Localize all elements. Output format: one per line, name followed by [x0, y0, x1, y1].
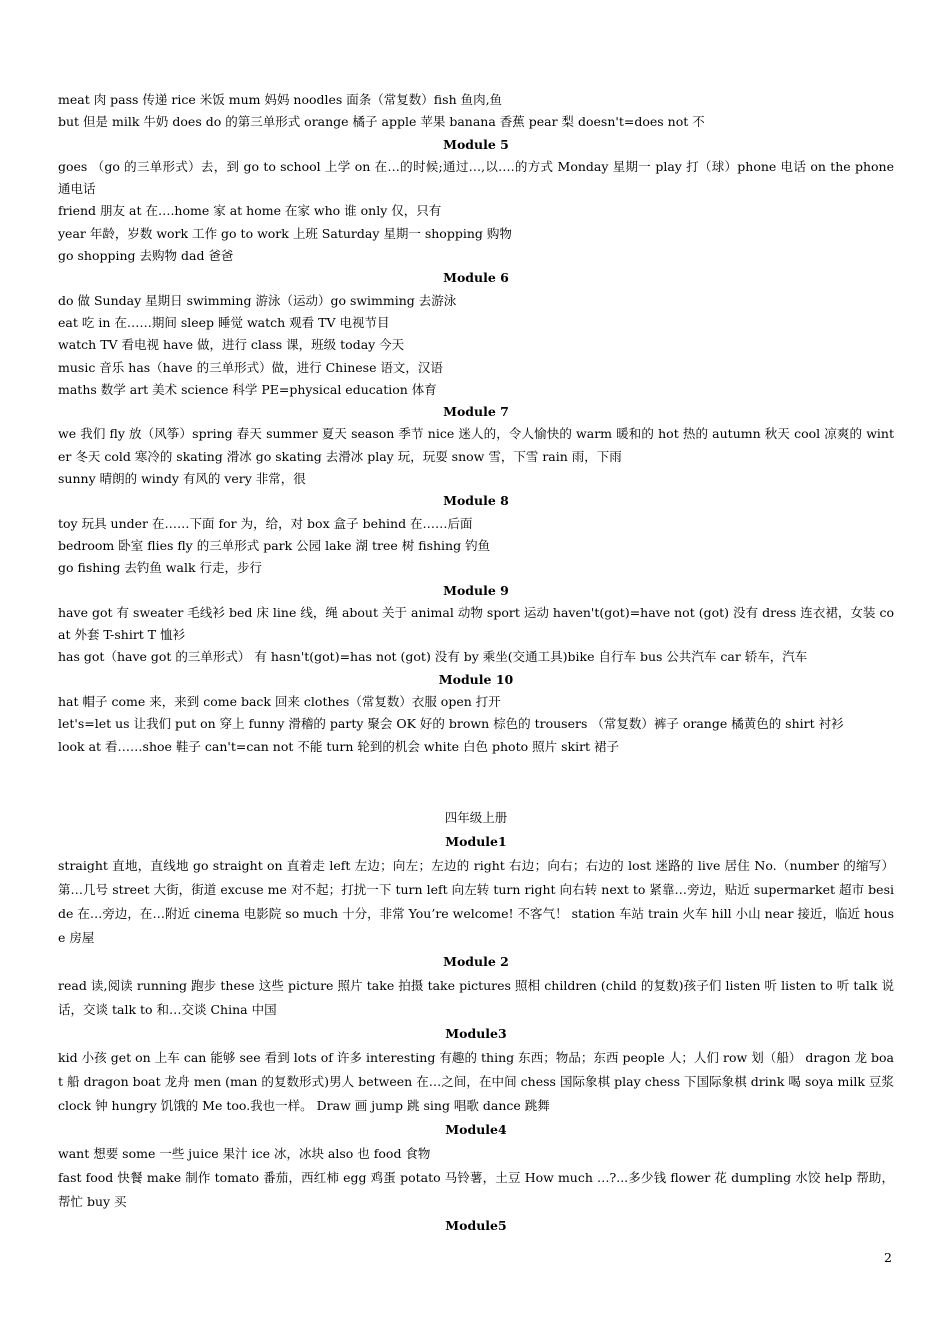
- vocabulary-line: go fishing 去钓鱼 walk 行走，步行: [58, 560, 262, 576]
- vocabulary-line: but 但是 milk 牛奶 does do 的第三单形式 orange 橘子 apple 苹果 banana 香蕉 pear 梨 doesn't=does not 不: [58, 114, 705, 130]
- grade-title: 四年级上册: [444, 809, 508, 825]
- vocabulary-line: music 音乐 has（have 的三单形式）做，进行 Chinese 语文，汉语: [58, 359, 443, 375]
- vocabulary-line: look at 看……shoe 鞋子 can't=can not 不能 turn 轮到的机会 white 白色 photo 照片 skirt 裙子: [58, 738, 620, 754]
- vocabulary-line: kid 小孩 get on 上车 can 能够 see 看到 lots of 许多 interesting 有趣的 thing 东西；物品；东西 people 人；人们 row 划（船） dragon 龙 boat 船 dragon boat 龙舟 men (man 的复数形式)男人 between 在…之间，在中间 chess 国际象棋 play chess 下国际象棋 drink 喝 soya milk 豆浆 clock 钟 hungry 饥饿的 Me too.我也一样。 Draw 画 jump 跳 sing 唱歌 dance 跳舞: [58, 1049, 894, 1113]
- vocabulary-line: toy 玩具 under 在……下面 for 为，给，对 box 盒子 behind 在……后面: [58, 515, 473, 531]
- module-heading: Module 2: [443, 953, 509, 969]
- vocabulary-line: sunny 晴朗的 windy 有风的 very 非常，很: [58, 471, 306, 487]
- module-heading: Module 9: [443, 582, 509, 598]
- section-gap: [58, 758, 894, 806]
- vocabulary-line: hat 帽子 come 来，来到 come back 回来 clothes（常复数）衣服 open 打开: [58, 694, 501, 710]
- vocabulary-line: we 我们 fly 放（风筝）spring 春天 summer 夏天 season 季节 nice 迷人的，令人愉快的 warm 暖和的 hot 热的 autumn 秋天 cool 凉爽的 winter 冬天 cold 寒冷的 skating 滑冰 go skating 去滑冰 play 玩，玩耍 snow 雪，下雪 rain 雨，下雨: [58, 426, 894, 464]
- module-heading: Module 10: [438, 671, 514, 687]
- vocabulary-line: maths 数学 art 美术 science 科学 PE=physical education 体育: [58, 381, 437, 397]
- vocabulary-line: go shopping 去购物 dad 爸爸: [58, 248, 234, 264]
- grade4-modules: [58, 830, 894, 1238]
- module-heading: Module 7: [443, 404, 509, 420]
- vocabulary-line: has got（have got 的三单形式） 有 hasn't(got)=has not (got) 没有 by 乘坐(交通工具)bike 自行车 bus 公共汽车 car 轿车，汽车: [58, 649, 808, 665]
- vocabulary-line: do 做 Sunday 星期日 swimming 游泳（运动）go swimming 去游泳: [58, 292, 457, 308]
- vocabulary-section-grade4: [58, 806, 894, 1238]
- module-heading: Module4: [445, 1121, 507, 1137]
- module-heading: Module 8: [443, 493, 509, 509]
- vocabulary-line: watch TV 看电视 have 做，进行 class 课，班级 today 今天: [58, 337, 405, 353]
- vocabulary-line: fast food 快餐 make 制作 tomato 番茄，西红柿 egg 鸡蛋 potato 马铃薯，土豆 How much …?...多少钱 flower 花 dumpling 水饺 help 帮助，帮忙 buy 买: [58, 1169, 894, 1209]
- vocabulary-line: let's=let us 让我们 put on 穿上 funny 滑稽的 party 聚会 OK 好的 brown 棕色的 trousers （常复数）裤子 orange 橘黄色的 shirt 衬衫: [58, 716, 844, 732]
- vocabulary-line: year 年龄，岁数 work 工作 go to work 上班 Saturday 星期一 shopping 购物: [58, 225, 512, 241]
- vocabulary-line: goes （go 的三单形式）去，到 go to school 上学 on 在…的时候;通过…,以….的方式 Monday 星期一 play 打（球）phone 电话 on the phone 通电话: [58, 158, 894, 197]
- module-heading: Module5: [445, 1217, 507, 1233]
- vocabulary-line: friend 朋友 at 在….home 家 at home 在家 who 谁 only 仅，只有: [58, 203, 442, 219]
- module-heading: Module3: [445, 1025, 507, 1041]
- vocabulary-line: have got 有 sweater 毛线衫 bed 床 line 线，绳 about 关于 animal 动物 sport 运动 haven't(got)=have not (got) 没有 dress 连衣裙，女装 coat 外套 T-shirt T 恤衫: [58, 604, 894, 643]
- vocabulary-line: want 想要 some 一些 juice 果汁 ice 冰，冰块 also 也 food 食物: [58, 1145, 431, 1161]
- vocabulary-line: meat 肉 pass 传递 rice 米饭 mum 妈妈 noodles 面条（常复数）fish 鱼肉,鱼: [58, 92, 503, 107]
- module-heading: Module 6: [443, 270, 509, 286]
- vocabulary-line: eat 吃 in 在……期间 sleep 睡觉 watch 观看 TV 电视节目: [58, 314, 390, 330]
- module-heading: Module 5: [443, 136, 509, 152]
- vocabulary-line: bedroom 卧室 flies fly 的三单形式 park 公园 lake 湖 tree 树 fishing 钓鱼: [58, 537, 491, 553]
- page-content: [58, 89, 894, 1238]
- module-heading: Module1: [445, 833, 507, 849]
- vocabulary-section-grade3: [58, 89, 894, 758]
- page-number: 2: [884, 1250, 892, 1265]
- vocabulary-line: straight 直地，直线地 go straight on 直着走 left 左边；向左；左边的 right 右边；向右；右边的 lost 迷路的 live 居住 No.（number 的缩写）第…几号 street 大街，街道 excuse me 对不起；打扰一下 turn left 向左转 turn right 向右转 next to 紧靠…旁边，贴近 supermarket 超市 beside 在…旁边，在…附近 cinema 电影院 so much 十分，非常 You’re welcome! 不客气！ station 车站 train 火车 hill 小山 near 接近，临近 house 房屋: [58, 857, 894, 945]
- vocabulary-line: read 读,阅读 running 跑步 these 这些 picture 照片 take 拍摄 take pictures 照相 children (child 的复数)孩子们 listen 听 listen to 听 talk 说话，交谈 talk to 和…交谈 China 中国: [58, 977, 894, 1017]
